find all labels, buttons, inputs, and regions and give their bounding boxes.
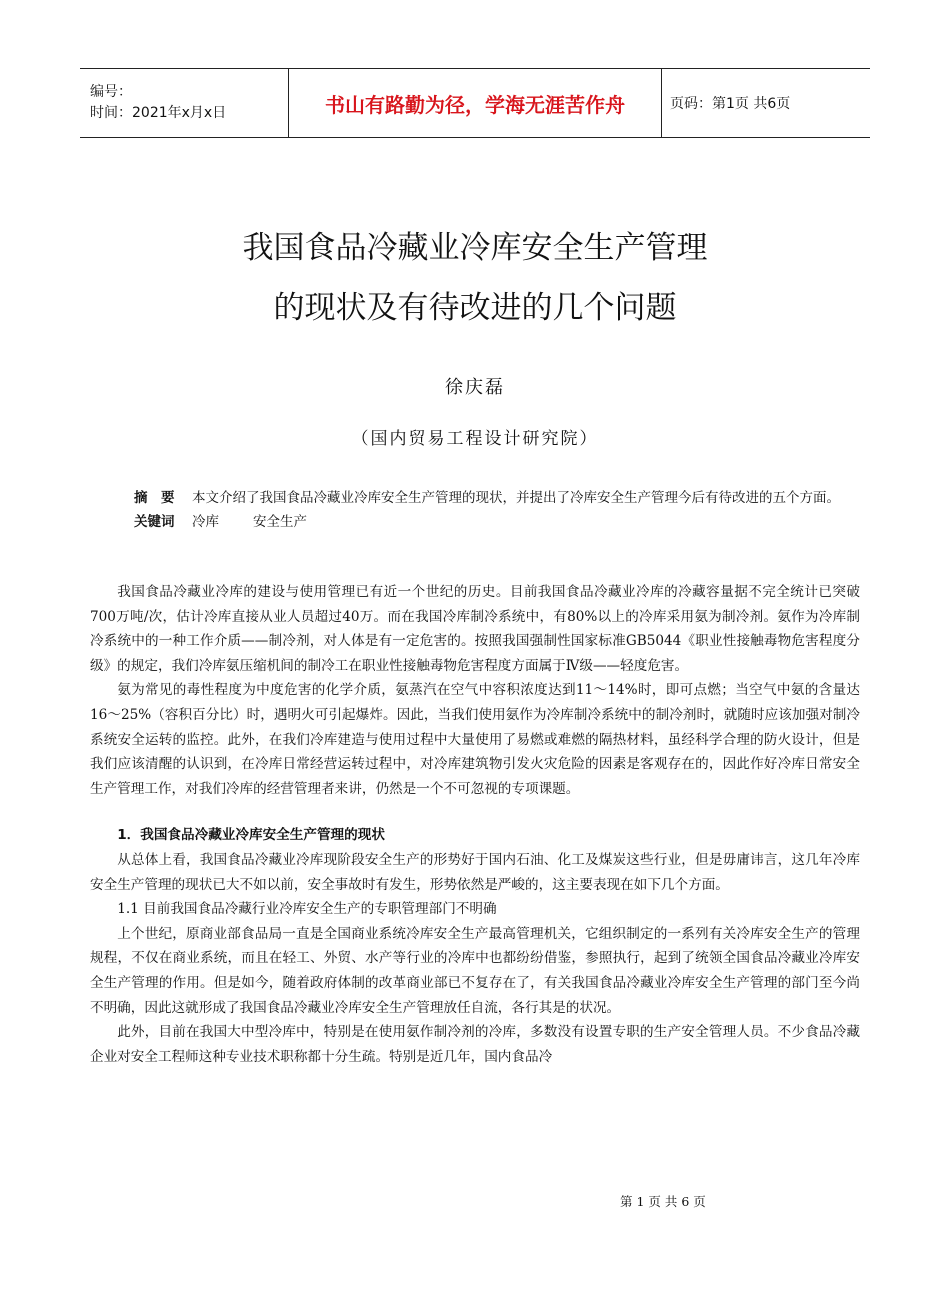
header-motto xyxy=(289,69,662,137)
keywords-label: 关键词 xyxy=(134,514,175,530)
section-heading: 1．我国食品冷藏业冷库安全生产管理的现状 xyxy=(117,827,385,844)
body-text xyxy=(90,580,860,1069)
document-number-label: 编号： xyxy=(90,84,132,100)
abstract-block xyxy=(134,486,870,534)
paragraph: 我国食品冷藏业冷库的建设与使用管理已有近一个世纪的历史。目前我国食品冷藏业冷库的冷藏容量据不完全统计已突破700万吨/次，估计冷库直接从业人员超过40万。而在我国冷库制冷系统中，有80%以上的冷库采用氨为制冷剂。氨作为冷库制冷系统中的一种工作介质——制冷剂，对人体是有一定危害的。按照我国强制性国家标准GB5044《职业性接触毒物危害程度分级》的规定，我们冷库氨压缩机间的制冷工在职业性接触毒物危害程度方面属于Ⅳ级——轻度危害。 xyxy=(90,584,860,674)
abstract-row xyxy=(134,486,870,510)
header-meta xyxy=(80,69,289,137)
page-code-text: 页码：第1页 共6页 xyxy=(670,96,791,112)
paragraph: 从总体上看，我国食品冷藏业冷库现阶段安全生产的形势好于国内石油、化工及煤炭这些行业，但是毋庸讳言，这几年冷库安全生产管理的现状已大不如以前，安全事故时有发生，形势依然是严峻的，这主要表现在如下几个方面。 xyxy=(90,851,860,893)
keywords-row xyxy=(134,510,870,534)
keyword: 冷库 xyxy=(192,514,219,530)
document-time-label: 时间：2021年x月x日 xyxy=(90,105,227,121)
paragraph: 氨为常见的毒性程度为中度危害的化学介质，氨蒸汽在空气中容积浓度达到11～14%时，即可点燃；当空气中氨的含量达16～25%（容积百分比）时，遇明火可引起爆炸。因此，当我们使用氨作为冷库制冷系统中的制冷剂时，就随时应该加强对制冷系统安全运转的监控。此外，在我们冷库建造与使用过程中大量使用了易燃或难燃的隔热材料，虽经科学合理的防火设计，但是我们应该清醒的认识到，在冷库日常经营运转过程中，对冷库建筑物引发火灾危险的因素是客观存在的，因此作好冷库日常安全生产管理工作，对我们冷库的经营管理者来讲，仍然是一个不可忽视的专项课题。 xyxy=(90,682,860,797)
abstract-label: 摘 要 xyxy=(134,490,175,506)
paragraph: 上个世纪，原商业部食品局一直是全国商业系统冷库安全生产最高管理机关，它组织制定的一系列有关冷库安全生产的管理规程，不仅在商业系统，而且在轻工、外贸、水产等行业的冷库中也都纷纷借鉴，参照执行，起到了统领全国食品冷藏业冷库安全生产管理的作用。但是如今，随着政府体制的改革商业部已不复存在了，有关我国食品冷藏业冷库安全生产管理的部门至今尚不明确，因此这就形成了我国食品冷藏业冷库安全生产管理放任自流，各行其是的状况。 xyxy=(90,925,860,1016)
author-name: 徐庆磊 xyxy=(445,377,505,398)
paragraph: 此外，目前在我国大中型冷库中，特别是在使用氨作制冷剂的冷库，多数没有设置专职的生产安全管理人员。不少食品冷藏企业对安全工程师这种专业技术职称都十分生疏。特别是近几年，国内食品冷 xyxy=(90,1024,860,1065)
title-line-1: 我国食品冷藏业冷库安全生产管理 xyxy=(242,230,708,266)
subsection-heading: 1.1 目前我国食品冷藏行业冷库安全生产的专职管理部门不明确 xyxy=(117,901,497,918)
keyword: 安全生产 xyxy=(253,514,307,530)
abstract-text: 本文介绍了我国食品冷藏业冷库安全生产管理的现状，并提出了冷库安全生产管理今后有待改进的五个方面。 xyxy=(192,490,840,506)
author-affiliation: （国内贸易工程设计研究院） xyxy=(351,429,599,449)
spacer xyxy=(90,801,860,823)
title-line-2: 的现状及有待改进的几个问题 xyxy=(273,290,677,326)
page-header xyxy=(80,68,870,138)
motto-text: 书山有路勤为径，学海无涯苦作舟 xyxy=(325,92,625,117)
header-page-code xyxy=(662,69,870,137)
keywords-list xyxy=(192,510,870,534)
page-footer: 第 1 页 共 6 页 xyxy=(620,1194,706,1209)
